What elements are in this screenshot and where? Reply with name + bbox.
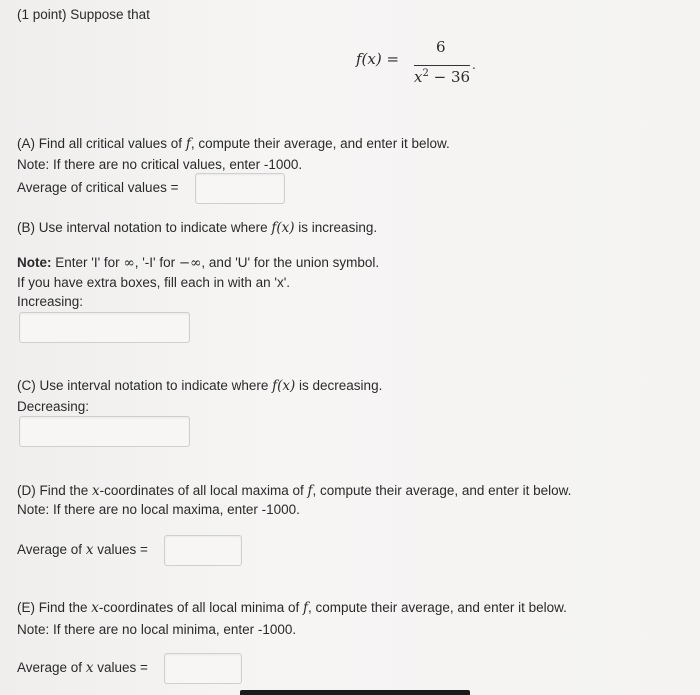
neg-infinity-symbol: −∞ — [178, 255, 202, 271]
partD-label-post: values = — [93, 542, 148, 557]
partD-text-pre: (D) Find the — [17, 483, 93, 498]
partB-note-label: Note: — [17, 255, 52, 270]
increasing-interval-input[interactable] — [19, 312, 190, 343]
function-formula — [356, 36, 486, 86]
partE-label-pre: Average of — [17, 660, 86, 675]
partD-label-pre: Average of — [17, 542, 86, 557]
infinity-symbol: ∞ — [123, 255, 135, 271]
partC-text-post: is decreasing. — [295, 378, 383, 393]
partB-text-post: is increasing. — [294, 220, 378, 235]
formula-numerator: 6 — [436, 38, 446, 56]
local-minima-average-input[interactable] — [164, 653, 242, 684]
partD-x: x — [92, 483, 100, 499]
partA-text-pre: (A) Find all critical values of — [17, 136, 186, 151]
partB-question — [17, 219, 377, 237]
partC-question — [17, 377, 382, 395]
partC-text-pre: (C) Use interval notation to indicate where — [17, 378, 273, 393]
partE-text-mid: -coordinates of all local minima of — [98, 600, 303, 615]
partA-question — [17, 135, 450, 153]
partA-label: Average of critical values = — [17, 180, 179, 195]
problem-header — [17, 6, 150, 24]
critical-values-average-input[interactable] — [195, 173, 285, 204]
local-maxima-average-input[interactable] — [164, 535, 242, 566]
partE-text-pre: (E) Find the — [17, 600, 92, 615]
partD-label-x: x — [85, 542, 94, 558]
formula-den-rest: − 36 — [428, 68, 471, 86]
partE-label-post: values = — [93, 660, 148, 675]
formula-den-exp: 2 — [422, 68, 429, 79]
partE-label — [17, 659, 148, 677]
formula-period: . — [472, 58, 476, 72]
partE-x: x — [91, 600, 99, 616]
formula-den-base: x — [414, 68, 423, 86]
partB-note-mid: , '-I' for — [134, 255, 179, 270]
decreasing-interval-input[interactable] — [19, 416, 190, 447]
fraction-bar — [414, 65, 470, 66]
partB-extra: If you have extra boxes, fill each in with an 'x'. — [17, 275, 291, 290]
problem-header-text: (1 point) Suppose that — [17, 7, 150, 22]
partA-note: Note: If there are no critical values, enter -1000. — [17, 157, 303, 172]
partE-text-post: , compute their average, and enter it below. — [308, 600, 567, 615]
partE-label-x: x — [85, 660, 94, 676]
partD-question — [17, 482, 571, 500]
partE-note: Note: If there are no local minima, enter -1000. — [17, 622, 297, 637]
partD-note: Note: If there are no local maxima, enter -1000. — [17, 502, 300, 517]
formula-lhs: f(x) = — [356, 50, 400, 68]
partB-fx: f(x) — [271, 220, 295, 236]
partC-label: Decreasing: — [17, 399, 90, 414]
formula-denominator — [414, 68, 470, 86]
partD-label — [17, 541, 148, 559]
partB-label: Increasing: — [17, 294, 84, 309]
partA-text-post: , compute their average, and enter it below. — [190, 136, 450, 151]
bottom-edge-bar — [240, 690, 470, 695]
partD-f: f — [307, 483, 313, 499]
partB-note-pre: Enter 'I' for — [51, 255, 124, 270]
partE-f: f — [303, 600, 308, 616]
partE-question — [17, 599, 567, 617]
partA-f: f — [185, 136, 191, 152]
partD-text-mid: -coordinates of all local maxima of — [99, 483, 308, 498]
partB-text-pre: (B) Use interval notation to indicate where — [17, 220, 272, 235]
partB-note — [17, 254, 379, 272]
partD-text-post: , compute their average, and enter it below. — [312, 483, 572, 498]
partC-fx: f(x) — [272, 378, 296, 394]
partB-note-post: , and 'U' for the union symbol. — [201, 255, 380, 270]
